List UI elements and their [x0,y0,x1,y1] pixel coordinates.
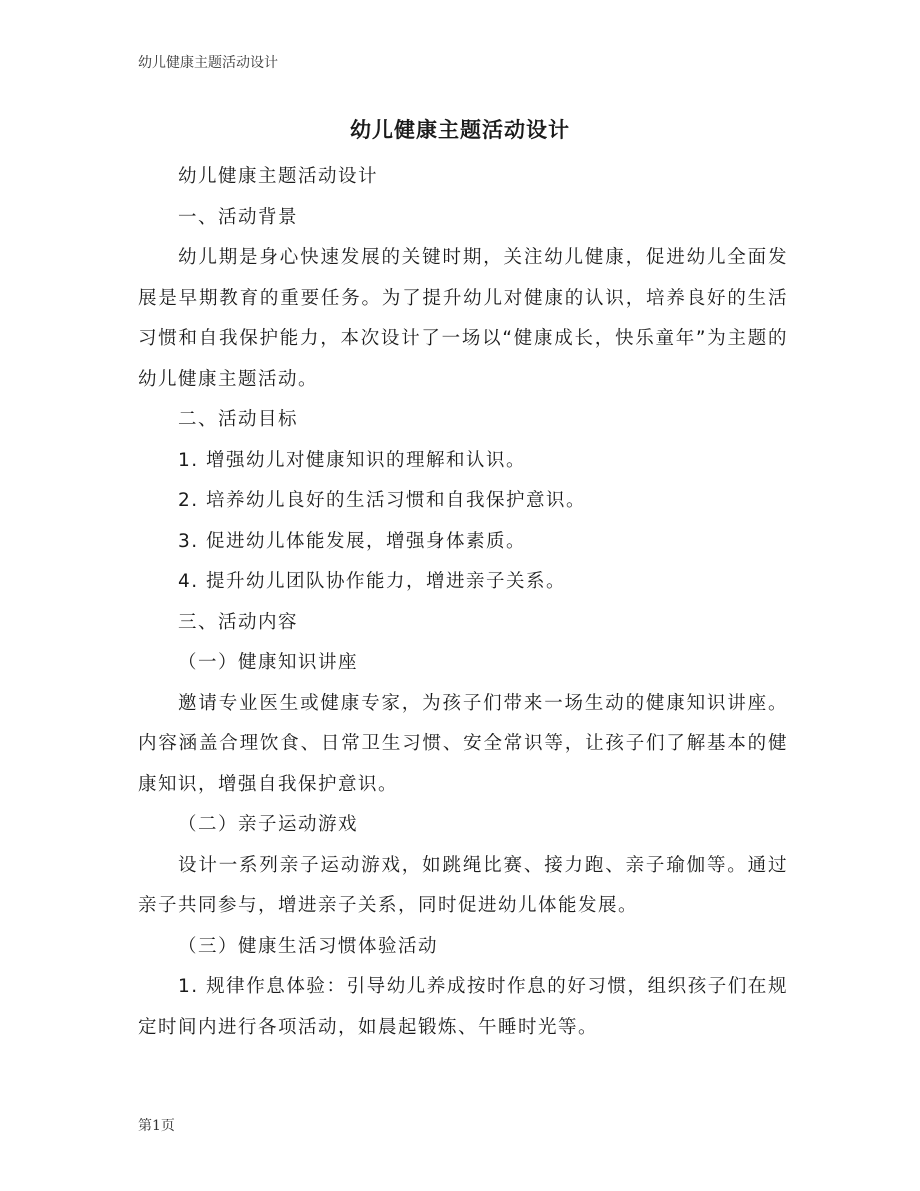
background-paragraph: 幼儿期是身心快速发展的关键时期，关注幼儿健康，促进幼儿全面发展是早期教育的重要任务。为了提升幼儿对健康的认识，培养良好的生活习惯和自我保护能力，本次设计了一场以“健康成长，快乐童年”为主题的幼儿健康主题活动。 [138,247,788,390]
habits-item-1: 1. 规律作息体验：引导幼儿养成按时作息的好习惯，组织孩子们在规定时间内进行各项活动，如晨起锻炼、午睡时光等。 [138,976,788,1038]
goal-item-2: 2. 培养幼儿良好的生活习惯和自我保护意识。 [178,490,587,511]
document-title: 幼儿健康主题活动设计 [350,118,570,142]
goal-item-4: 4. 提升幼儿团队协作能力，增进亲子关系。 [178,571,567,592]
page-number: 第1页 [138,1118,175,1134]
section-heading-goals: 二、活动目标 [178,409,299,430]
subsection-heading-lecture: （一）健康知识讲座 [178,652,359,673]
subsection-heading-habits: （三）健康生活习惯体验活动 [178,935,439,957]
subsection-heading-games: （二）亲子运动游戏 [178,814,359,835]
document-body [138,157,788,1048]
running-header: 幼儿健康主题活动设计 [138,55,278,71]
section-heading-content: 三、活动内容 [178,611,299,633]
section-heading-background: 一、活动背景 [178,206,299,228]
goal-item-3: 3. 促进幼儿体能发展，增强身体素质。 [178,530,527,552]
goal-item-1: 1. 增强幼儿对健康知识的理解和认识。 [178,449,527,471]
subtitle-paragraph: 幼儿健康主题活动设计 [178,166,379,187]
lecture-paragraph: 邀请专业医生或健康专家，为孩子们带来一场生动的健康知识讲座。内容涵盖合理饮食、日常卫生习惯、安全常识等，让孩子们了解基本的健康知识，增强自我保护意识。 [138,692,788,795]
games-paragraph: 设计一系列亲子运动游戏，如跳绳比赛、接力跑、亲子瑜伽等。通过亲子共同参与，增进亲子关系，同时促进幼儿体能发展。 [138,854,788,916]
